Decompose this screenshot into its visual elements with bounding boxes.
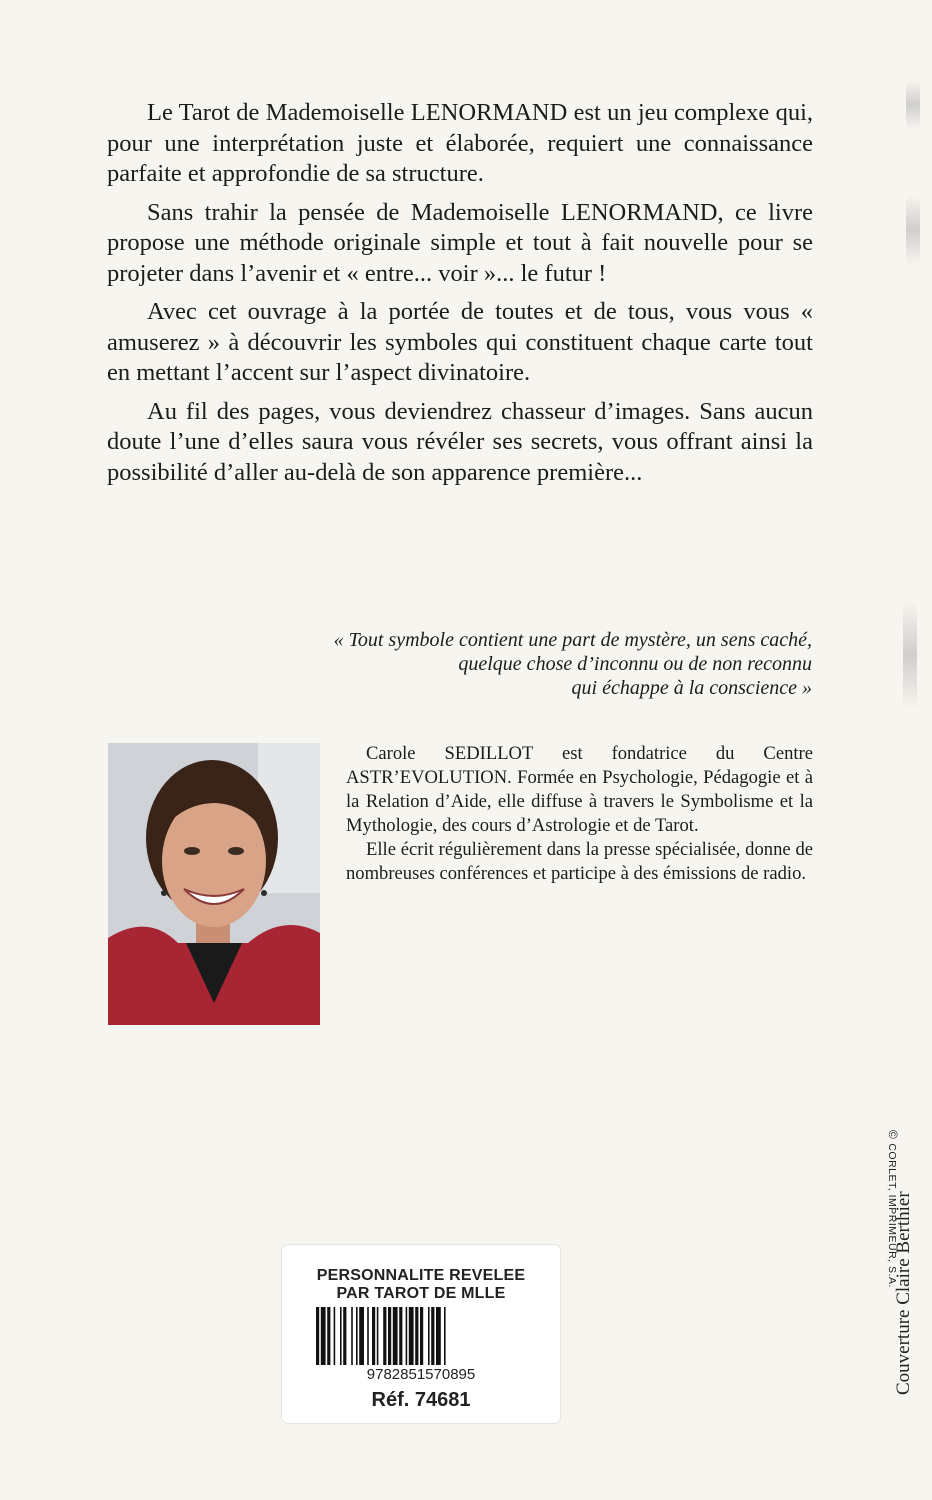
barcode-bar bbox=[409, 1307, 414, 1365]
sticker-title-line1: PERSONNALITE REVELEE bbox=[316, 1267, 526, 1284]
author-photo bbox=[108, 743, 320, 1025]
barcode-bar bbox=[327, 1307, 330, 1365]
barcode-bar bbox=[367, 1307, 369, 1365]
isbn-number: 9782851570895 bbox=[366, 1366, 476, 1383]
cover-credit: Couverture Claire Berthier bbox=[893, 1191, 914, 1395]
barcode-bar bbox=[436, 1307, 441, 1365]
blurb-text bbox=[107, 98, 813, 496]
author-bio bbox=[346, 742, 813, 886]
quote-line: qui échappe à la conscience » bbox=[571, 677, 812, 699]
barcode-bar bbox=[428, 1307, 430, 1365]
barcode-bar bbox=[431, 1307, 434, 1365]
epigraph-quote bbox=[160, 628, 812, 700]
barcode-bar bbox=[406, 1307, 408, 1365]
blurb-paragraph: Avec cet ouvrage à la portée de toutes et de tous, vous vous « amuserez » à découvrir les symboles qui constituent chaque carte tout en mettant l’accent sur l’aspect divinatoire. bbox=[107, 298, 813, 386]
reference-number: Réf. 74681 bbox=[371, 1389, 471, 1411]
barcode-bar bbox=[356, 1307, 358, 1365]
barcode-bar bbox=[393, 1307, 398, 1365]
barcode-bar bbox=[334, 1307, 336, 1365]
blurb-paragraph: Le Tarot de Mademoiselle LENORMAND est un jeu complexe qui, pour une interprétation juste et élaborée, requiert une connaissance parfaite et approfondie de sa structure. bbox=[107, 99, 813, 187]
blurb-paragraph: Sans trahir la pensée de Mademoiselle LENORMAND, ce livre propose une méthode originale simple et tout à fait nouvelle pour se projeter dans l’avenir et « entre... voir »... le futur ! bbox=[107, 198, 813, 287]
bio-paragraph: Carole SEDILLOT est fondatrice du Centre ASTR’EVOLUTION. Formée en Psychologie, Pédagogie et à la Relation d’Aide, elle diffuse à travers le Symbolisme et la Mythologie, des cours d’Astrologie et de Tarot. bbox=[346, 743, 813, 836]
edge-smudge bbox=[906, 80, 920, 130]
barcode-bar bbox=[359, 1307, 364, 1365]
barcode bbox=[316, 1307, 522, 1365]
barcode-bar bbox=[383, 1307, 386, 1365]
edge-smudge bbox=[903, 600, 917, 710]
printer-credit-text: CORLET, IMPRIMEUR, S.A. bbox=[886, 1143, 898, 1288]
barcode-bar bbox=[377, 1307, 379, 1365]
blurb-paragraph: Au fil des pages, vous deviendrez chasseur d’images. Sans aucun doute l’une d’elles saura vous révéler ses secrets, vous offrant ainsi la possibilité d’aller au-delà de son apparence première... bbox=[107, 397, 813, 486]
sticker-title-line2: PAR TAROT DE MLLE bbox=[336, 1285, 506, 1302]
barcode-bar bbox=[399, 1307, 402, 1365]
barcode-bar bbox=[372, 1307, 375, 1365]
price-sticker bbox=[282, 1245, 560, 1423]
barcode-bar bbox=[351, 1307, 353, 1365]
barcode-bar bbox=[316, 1307, 319, 1365]
barcode-bar bbox=[420, 1307, 423, 1365]
quote-line: quelque chose d’inconnu ou de non reconnu bbox=[458, 653, 812, 675]
quote-line: « Tout symbole contient une part de mystère, un sens caché, bbox=[333, 629, 812, 651]
barcode-bar bbox=[444, 1307, 446, 1365]
barcode-bar bbox=[343, 1307, 346, 1365]
bio-paragraph: Elle écrit régulièrement dans la presse spécialisée, donne de nombreuses conférences et participe à des émissions de radio. bbox=[346, 839, 813, 884]
edge-smudge bbox=[906, 195, 920, 265]
barcode-bar bbox=[321, 1307, 326, 1365]
author-portrait-image bbox=[108, 743, 320, 1025]
barcode-bar bbox=[340, 1307, 342, 1365]
barcode-bar bbox=[415, 1307, 418, 1365]
barcode-bar bbox=[388, 1307, 391, 1365]
copyright-icon: © bbox=[886, 1130, 900, 1140]
